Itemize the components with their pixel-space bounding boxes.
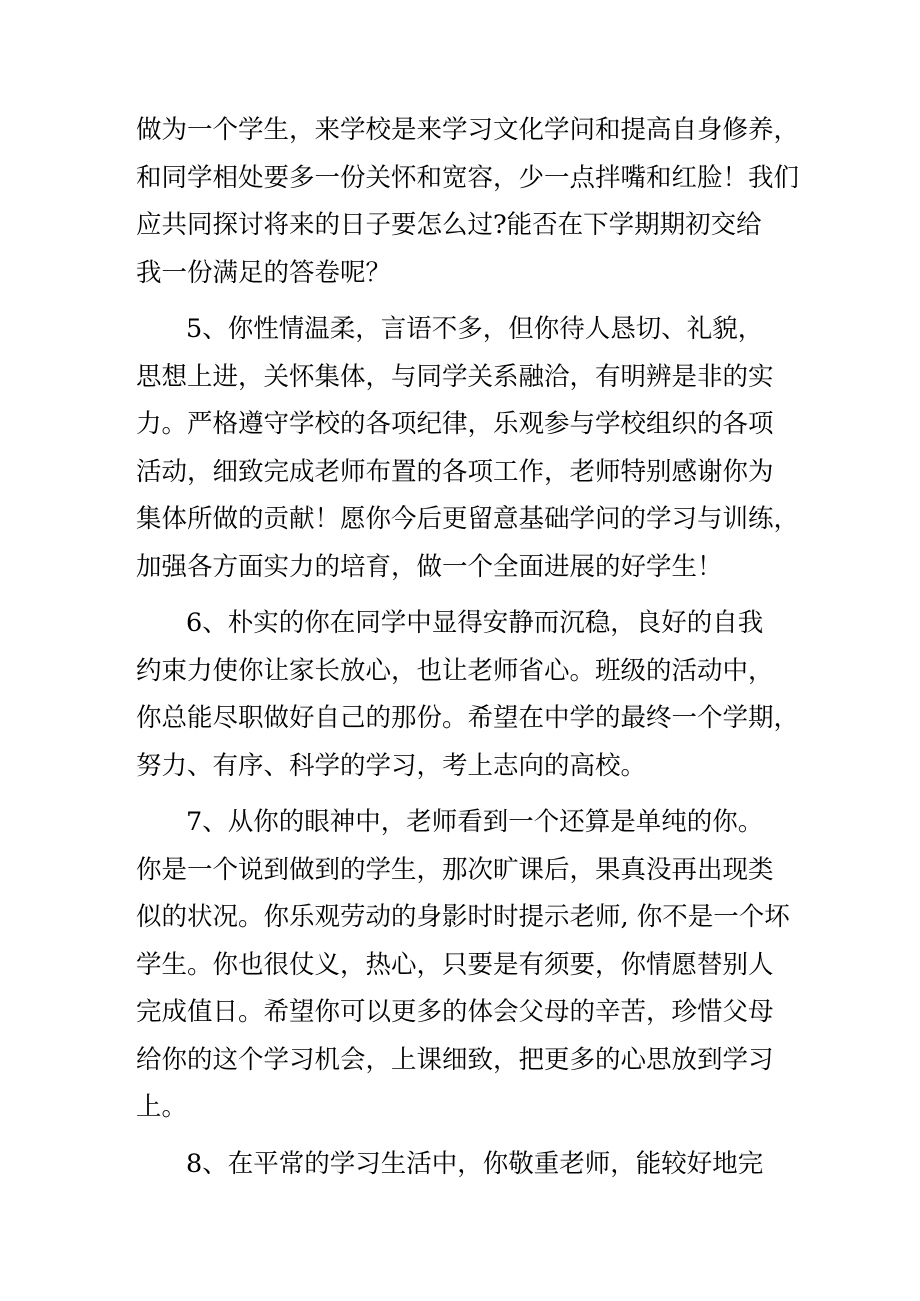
paragraph-8-first-line: 8、在平常的学习生活中，你敬重老师，能较好地完 <box>186 1148 764 1179</box>
text-line: 你是一个说到做到的学生，那次旷课后，果真没再出现类 <box>136 854 774 885</box>
document-body <box>136 107 816 1188</box>
paragraph-6-first-line: 6、朴实的你在同学中显得安静而沉稳，良好的自我 <box>186 608 764 638</box>
text-line: 思想上进，关怀集体，与同学关系融洽，有明辨是非的实 <box>136 361 774 392</box>
text-line: 应共同探讨将来的日子要怎么过?能否在下学期期初交给 <box>136 210 762 240</box>
paragraph-5-first-line: 5、你性情温柔，言语不多，但你待人恳切、礼貌， <box>186 314 764 344</box>
text-line: 加强各方面实力的培育，做一个全面进展的好学生！ <box>136 551 723 582</box>
text-line: 力。严格遵守学校的各项纪律，乐观参与学校组织的各项 <box>136 409 774 439</box>
text-line: 和同学相处要多一份关怀和宽容，少一点拌嘴和红脸！我们 <box>136 162 800 193</box>
text-line: 我一份满足的答卷呢？ <box>136 257 392 288</box>
text-line: 做为一个学生，来学校是来学习文化学问和提高自身修养， <box>136 115 800 145</box>
text-line: 活动，细致完成老师布置的各项工作，老师特别感谢你为 <box>136 456 774 487</box>
text-line: 上。 <box>136 1092 188 1122</box>
text-line: 学生。你也很仗义，热心，只要是有须要，你情愿替别人 <box>136 949 774 980</box>
text-line: 约束力使你让家长放心，也让老师省心。班级的活动中， <box>136 655 774 686</box>
text-line: 集体所做的贡献！愿你今后更留意基础学问的学习与训练， <box>136 504 800 534</box>
text-line: 完成值日。希望你可以更多的体会父母的辛苦，珍惜父母 <box>136 997 774 1027</box>
text-line: 给你的这个学习机会，上课细致，把更多的心思放到学习 <box>136 1044 774 1075</box>
text-line: 你总能尽职做好自己的那份。希望在中学的最终一个学期， <box>136 703 800 733</box>
text-line: 似的状况。你乐观劳动的身影时时提示老师, 你不是一个坏 <box>136 902 790 932</box>
text-line: 努力、有序、科学的学习，考上志向的高校。 <box>136 750 647 781</box>
paragraph-7-first-line: 7、从你的眼神中，老师看到一个还算是单纯的你。 <box>186 807 764 837</box>
